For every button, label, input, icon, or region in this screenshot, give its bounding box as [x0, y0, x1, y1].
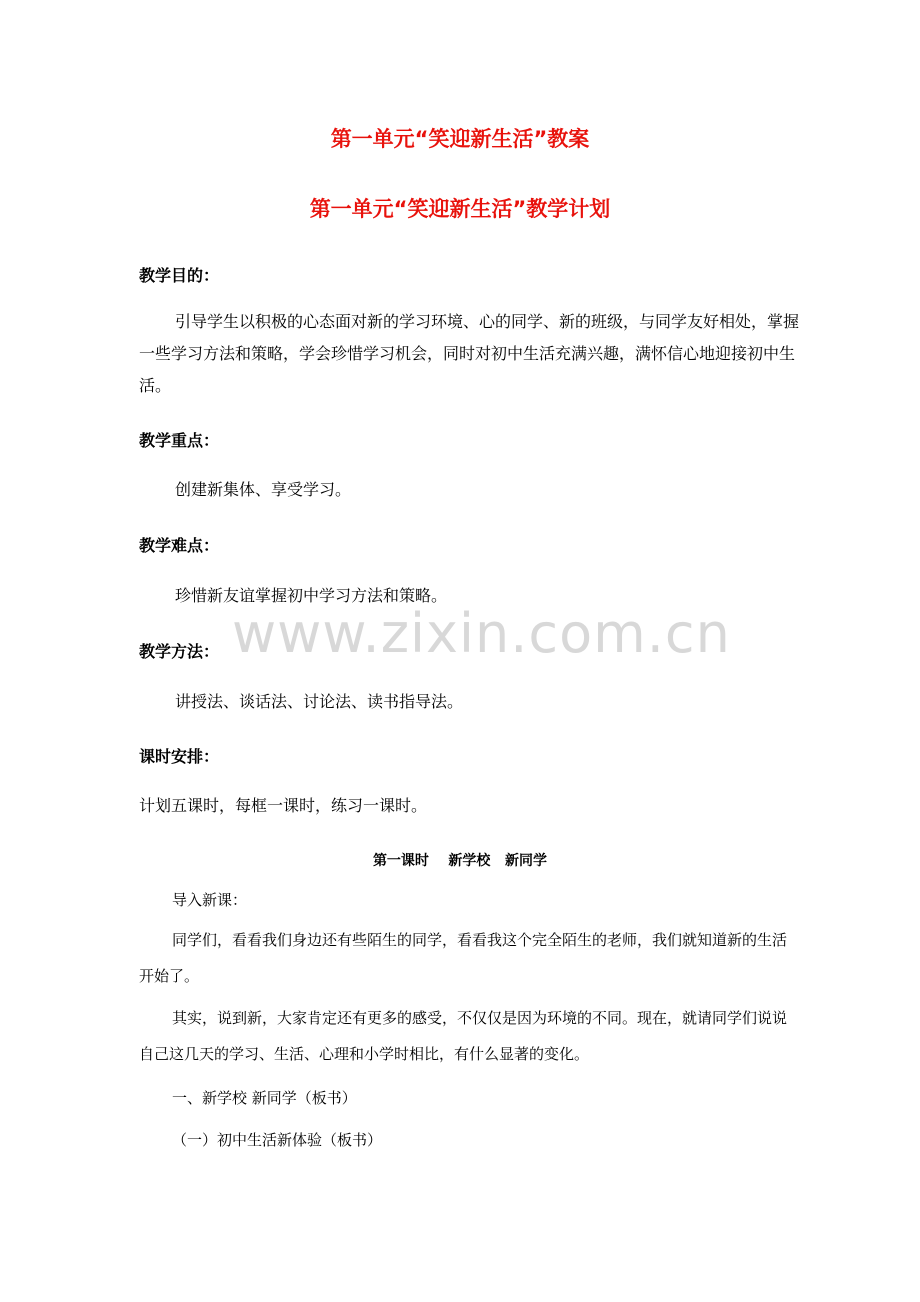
key-points-paragraph: 创建新集体、享受学习。: [175, 480, 352, 499]
lesson-paragraph-2: 其实，说到新，大家肯定还有更多的感受，不仅仅是因为环境的不同。现在，就请同学们说说自己这几天的学习、生活、心理和小学时相比，有什么显著的变化。: [139, 1009, 788, 1063]
intro-label: 导入新课：: [172, 891, 248, 909]
schedule-heading: 课时安排：: [139, 747, 220, 766]
schedule-paragraph: 计划五课时，每框一课时，练习一课时。: [139, 796, 428, 815]
document-subtitle: 第一单元“笑迎新生活”教学计划: [309, 197, 611, 221]
key-points-heading: 教学重点：: [139, 431, 220, 450]
watermark: www.zixin.com.cn: [232, 602, 731, 665]
method-heading: 教学方法：: [139, 642, 220, 661]
difficulty-heading: 教学难点：: [139, 536, 220, 555]
document-title: 第一单元“笑迎新生活”教案: [330, 127, 590, 151]
lesson-title: 第一课时 新学校 新同学: [372, 853, 548, 869]
goal-paragraph: 引导学生以积极的心态面对新的学习环境、心的同学、新的班级，与同学友好相处，掌握一些学习方法和策略，学会珍惜学习机会，同时对初中生活充满兴趣，满怀信心地迎接初中生活。: [139, 312, 800, 395]
board-item-2: （一）初中生活新体验（板书）: [172, 1131, 383, 1149]
method-paragraph: 讲授法、谈话法、讨论法、读书指导法。: [175, 692, 464, 711]
goal-heading: 教学目的：: [139, 266, 220, 285]
board-item-1: 一、新学校 新同学（板书）: [172, 1089, 357, 1107]
difficulty-paragraph: 珍惜新友谊掌握初中学习方法和策略。: [175, 586, 448, 605]
lesson-paragraph-1: 同学们，看看我们身边还有些陌生的同学，看看我这个完全陌生的老师，我们就知道新的生活开始了。: [139, 931, 788, 985]
